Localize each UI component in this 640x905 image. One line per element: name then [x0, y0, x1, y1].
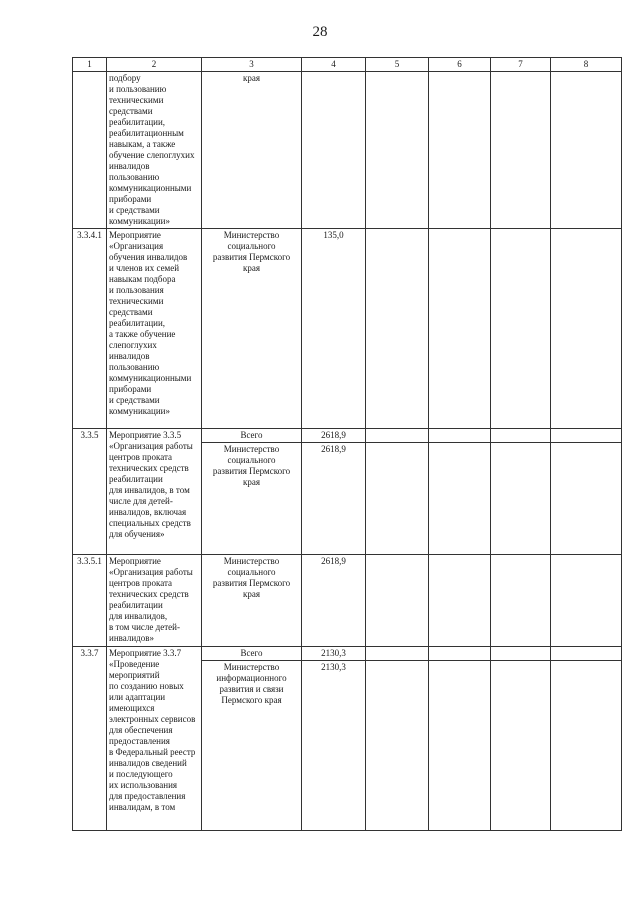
- header-cell: 4: [302, 58, 366, 72]
- amount-cell: 135,0: [302, 229, 366, 429]
- item-number: 3.3.7: [73, 647, 107, 831]
- empty-cell: [491, 443, 551, 555]
- empty-cell: [551, 429, 622, 443]
- empty-cell: [491, 229, 551, 429]
- item-description: Мероприятие 3.3.5 «Организация работы центров проката технических средств реабилитации для инвалидов, в том числе для детей- инвалидов, включая специальных средств для обучения»: [107, 429, 202, 555]
- empty-cell: [429, 229, 491, 429]
- item-description: Мероприятие 3.3.7 «Проведение мероприятий по созданию новых или адаптации имеющихся электронных сервисов для обеспечения предоставления в Федеральный реестр инвалидов сведений и последующего их использования для предоставления инвалидам, в том: [107, 647, 202, 831]
- table-row: [73, 647, 622, 661]
- amount-cell: 2618,9: [302, 429, 366, 443]
- empty-cell: [551, 661, 622, 831]
- empty-cell: [551, 647, 622, 661]
- executor-cell: Министерство информационного развития и связи Пермского края: [202, 661, 302, 831]
- empty-cell: [491, 555, 551, 647]
- program-table: [72, 57, 622, 831]
- empty-cell: [551, 72, 622, 229]
- header-row: [73, 58, 622, 72]
- executor-cell: Министерство социального развития Пермского края: [202, 443, 302, 555]
- amount-cell: 2618,9: [302, 443, 366, 555]
- empty-cell: [366, 429, 429, 443]
- amount-cell: 2618,9: [302, 555, 366, 647]
- empty-cell: [491, 647, 551, 661]
- header-cell: 7: [491, 58, 551, 72]
- item-number: 3.3.4.1: [73, 229, 107, 429]
- empty-cell: [366, 661, 429, 831]
- empty-cell: [429, 555, 491, 647]
- empty-cell: [366, 647, 429, 661]
- header-cell: 6: [429, 58, 491, 72]
- item-description: подбору и пользованию техническими средствами реабилитации, реабилитационным навыкам, а также обучение слепоглухих инвалидов пользованию коммуникационными приборами и средствами коммуникации»: [107, 72, 202, 229]
- item-number: 3.3.5: [73, 429, 107, 555]
- empty-cell: [366, 555, 429, 647]
- executor-cell: Министерство социального развития Пермского края: [202, 555, 302, 647]
- empty-cell: [429, 429, 491, 443]
- empty-cell: [551, 555, 622, 647]
- item-description: Мероприятие «Организация обучения инвалидов и членов их семей навыкам подбора и пользования техническими средствами реабилитации, а также обучение слепоглухих инвалидов пользованию коммуникационными приборами и средствами коммуникации»: [107, 229, 202, 429]
- empty-cell: [429, 443, 491, 555]
- amount-cell: 2130,3: [302, 647, 366, 661]
- table-row: [73, 229, 622, 429]
- empty-cell: [491, 661, 551, 831]
- empty-cell: [429, 661, 491, 831]
- table-row: [73, 72, 622, 229]
- header-cell: 8: [551, 58, 622, 72]
- table-row: [73, 429, 622, 443]
- header-cell: 3: [202, 58, 302, 72]
- empty-cell: [551, 229, 622, 429]
- empty-cell: [366, 229, 429, 429]
- amount-cell: [302, 72, 366, 229]
- executor-cell: Всего: [202, 429, 302, 443]
- executor-cell: Министерство социального развития Пермского края: [202, 229, 302, 429]
- empty-cell: [551, 443, 622, 555]
- page-number: 28: [312, 24, 328, 40]
- amount-cell: 2130,3: [302, 661, 366, 831]
- header-cell: 5: [366, 58, 429, 72]
- table-row: [73, 555, 622, 647]
- executor-cell: края: [202, 72, 302, 229]
- header-cell: 1: [73, 58, 107, 72]
- header-cell: 2: [107, 58, 202, 72]
- empty-cell: [429, 72, 491, 229]
- empty-cell: [429, 647, 491, 661]
- empty-cell: [491, 429, 551, 443]
- item-number: [73, 72, 107, 229]
- empty-cell: [366, 72, 429, 229]
- empty-cell: [366, 443, 429, 555]
- item-number: 3.3.5.1: [73, 555, 107, 647]
- empty-cell: [491, 72, 551, 229]
- executor-cell: Всего: [202, 647, 302, 661]
- item-description: Мероприятие «Организация работы центров проката технических средств реабилитации для инвалидов, в том числе детей- инвалидов»: [107, 555, 202, 647]
